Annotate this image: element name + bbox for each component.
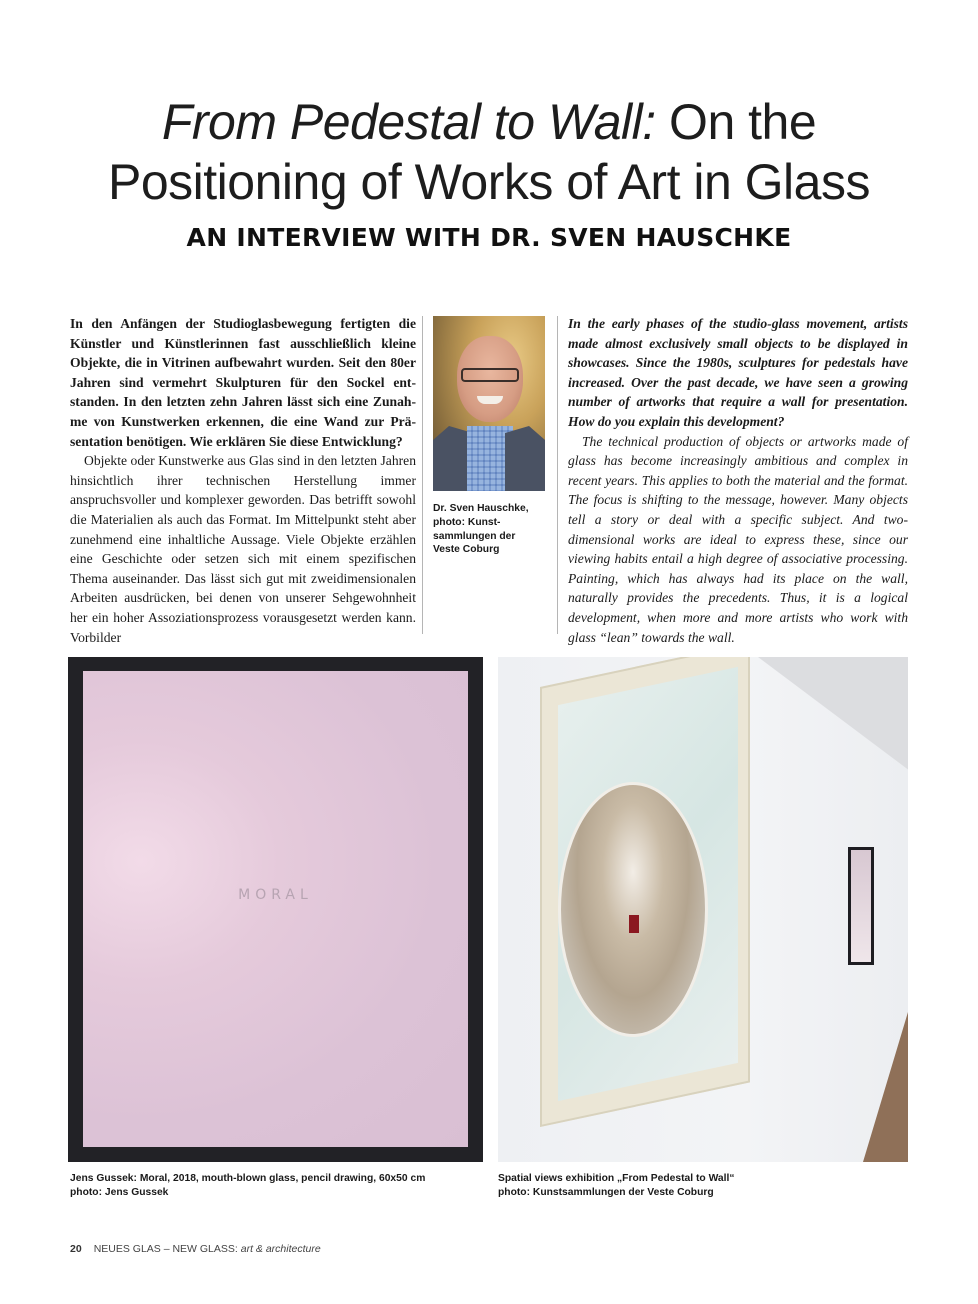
title-line2: Positioning of Works of Art in Glass — [108, 154, 870, 210]
german-answer: Objekte oder Kunstwerke aus Glas sind in den letzten Jahren hinsichtlich ihrer technischen Herstellung immer anspruchsvoller und komplexer geworden. Das betrifft sowohl die Materialien als auch das Format. Im Mittelpunkt steht aber zunehmend eine inhaltliche Aussage. Viele Objekte erzählen eine Geschichte oder setzen sich mit einem spezifischen Thema auseinander. Das lässt sich gut mit zweidimensionalen Arbeiten ausdrücken, bei denen von unserer Sehgewohnheit her ein hoher Assoziationsprozess vorausgesetzt werden kann. Vorbilder — [70, 453, 416, 645]
portrait-caption-line: sammlungen der — [433, 530, 516, 542]
article-title — [40, 92, 938, 212]
pink-glass-panel — [83, 671, 468, 1147]
page-number: 20 — [70, 1243, 82, 1255]
portrait-caption-line: Veste Coburg — [433, 544, 500, 556]
wooden-floor — [863, 1012, 908, 1162]
title-line1-rest: On the — [655, 94, 817, 150]
english-column — [568, 314, 908, 647]
english-question: In the early phases of the studio-glass movement, artists made almost exclusively small objects to be displayed in showcases. Since the 1980s, sculptures for pedestals have increased. Over the past decade, we have seen a growing number of artworks that require a wall for presentation. How do you explain this development? — [568, 316, 908, 429]
german-column — [70, 314, 416, 647]
exhibition-view-image — [498, 657, 908, 1162]
column-divider-left — [422, 316, 423, 634]
figure-caption-right — [498, 1172, 735, 1199]
portrait-photo — [433, 316, 545, 491]
portrait-caption-line: Dr. Sven Hauschke, — [433, 503, 529, 514]
convex-mirror — [558, 782, 708, 1037]
portrait-smile — [477, 396, 503, 404]
distant-framed-artwork — [848, 847, 874, 965]
column-divider-right — [557, 316, 558, 634]
portrait-caption-line: photo: Kunst- — [433, 516, 501, 528]
article-subtitle: AN INTERVIEW WITH DR. SVEN HAUSCHKE — [186, 223, 792, 252]
portrait-glasses — [461, 368, 519, 382]
caption-credit: photo: Kunstsammlungen der Veste Coburg — [498, 1186, 714, 1198]
caption-credit: photo: Jens Gussek — [70, 1186, 169, 1198]
page-footer — [70, 1243, 321, 1255]
title-italic: From Pedestal to Wall: — [161, 94, 656, 150]
artwork-moral-image — [68, 657, 483, 1162]
mirror-reflection-red — [629, 915, 639, 933]
german-question: In den Anfängen der Studioglasbewegung fertigten die Künstler und Künstlerinnen fast ausschließlich kleine Objekte, die in Vitrinen aufbewahrt wurden. Seit den 80er Jahren sind vermehrt Skulpturen für den Sockel entstanden. In den letzten zehn Jahren lässt sich eine Zunahme von Kunstwerken erkennen, die eine Wand zur Präsentation benötigen. Wie erklären Sie diese Entwicklung? — [70, 316, 416, 449]
section-name: art & architecture — [240, 1243, 321, 1255]
portrait-caption — [433, 502, 551, 557]
english-answer: The technical production of objects or artworks made of glass has become increasingly ambitious and complex in recent years. This applies to both the material and the format. The focus is shifting to the message, however. Many objects tell a story or deal with a specific subject. And two-dimensional works are ideal to express these, since our viewing habits entail a high degree of associative processing. Painting, which has always had its place on the wall, naturally provides the precedents. Thus, it is a logical development, when more and more artists who work with glass “lean” towards the wall. — [568, 433, 908, 645]
ceiling-shape — [758, 657, 908, 777]
portrait-jacket-right — [505, 426, 545, 491]
caption-line: Jens Gussek: Moral, 2018, mouth-blown glass, pencil drawing, 60x50 cm — [70, 1173, 426, 1184]
moral-inscription: MORAL — [238, 887, 313, 903]
publication-name: NEUES GLAS – NEW GLASS: — [93, 1243, 241, 1255]
figure-caption-left — [70, 1172, 425, 1199]
caption-line: Spatial views exhibition „From Pedestal to Wall“ — [498, 1173, 735, 1184]
